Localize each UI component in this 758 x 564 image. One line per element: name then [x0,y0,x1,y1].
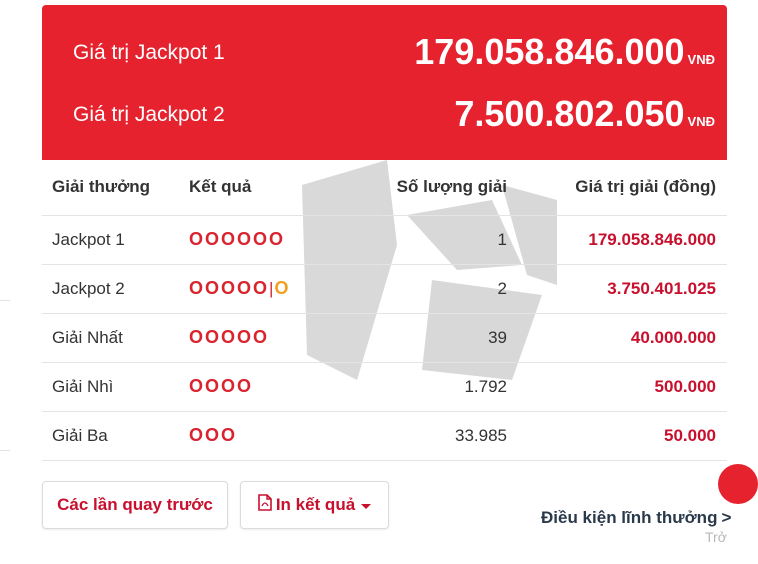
jackpot-1-label: Giá trị Jackpot 1 [73,41,225,64]
print-results-button[interactable] [240,481,389,529]
previous-draws-label: Các lần quay trước [57,495,213,514]
result-cell [189,264,359,313]
prize-count: 39 [359,313,507,362]
prize-count: 2 [359,264,507,313]
table-row [42,411,727,460]
result-balls: OOO [189,425,238,445]
prize-value: 500.000 [507,362,727,411]
jackpot-1-currency: VNĐ [687,52,715,67]
jackpot-1-row [42,27,727,77]
print-results-label: In kết quả [275,495,356,514]
prize-value: 50.000 [507,411,727,460]
prize-name: Jackpot 2 [42,264,189,313]
jackpot-2-value [454,93,715,135]
chevron-right-icon: > [721,508,732,527]
bonus-ball: O [274,278,291,298]
prize-count: 1 [359,215,507,264]
result-balls: OOOOO [189,327,270,347]
header-value: Giá trị giải (đồng) [507,160,727,215]
prize-count: 33.985 [359,411,507,460]
prize-name: Giải Nhất [42,313,189,362]
prize-name: Giải Ba [42,411,189,460]
result-cell [189,215,359,264]
header-count: Số lượng giải [359,160,507,215]
jackpot-summary [42,5,727,160]
table-header-row [42,160,727,215]
floating-action-button[interactable] [718,464,758,504]
result-balls: OOOOO [189,278,270,298]
results-card [42,5,727,461]
table-row [42,215,727,264]
pdf-icon [258,494,272,516]
result-cell [189,313,359,362]
jackpot-2-row [42,89,727,139]
prize-name: Jackpot 1 [42,215,189,264]
table-row [42,362,727,411]
prize-name: Giải Nhì [42,362,189,411]
table-row [42,264,727,313]
header-result: Kết quả [189,160,359,215]
back-link[interactable]: Trở [705,529,727,545]
result-balls: OOOO [189,376,254,396]
result-balls: OOOOOO [189,229,286,249]
divider [0,300,10,301]
jackpot-2-label: Giá trị Jackpot 2 [73,103,225,126]
result-cell [189,362,359,411]
prize-conditions-label: Điều kiện lĩnh thưởng [541,508,718,527]
header-prize: Giải thưởng [42,160,189,215]
prize-count: 1.792 [359,362,507,411]
result-cell [189,411,359,460]
jackpot-2-amount: 7.500.802.050 [454,93,685,134]
results-table [42,160,727,461]
jackpot-2-currency: VNĐ [687,114,715,129]
bonus-separator: | [269,279,274,298]
divider [0,450,10,451]
prize-conditions-link[interactable] [541,508,731,528]
caret-down-icon [361,504,371,509]
previous-draws-button[interactable] [42,481,228,529]
jackpot-1-value [414,31,715,73]
prize-value: 3.750.401.025 [507,264,727,313]
table-row [42,313,727,362]
left-panel-edge [0,0,10,564]
prize-value: 40.000.000 [507,313,727,362]
prize-value: 179.058.846.000 [507,215,727,264]
jackpot-1-amount: 179.058.846.000 [414,31,685,72]
